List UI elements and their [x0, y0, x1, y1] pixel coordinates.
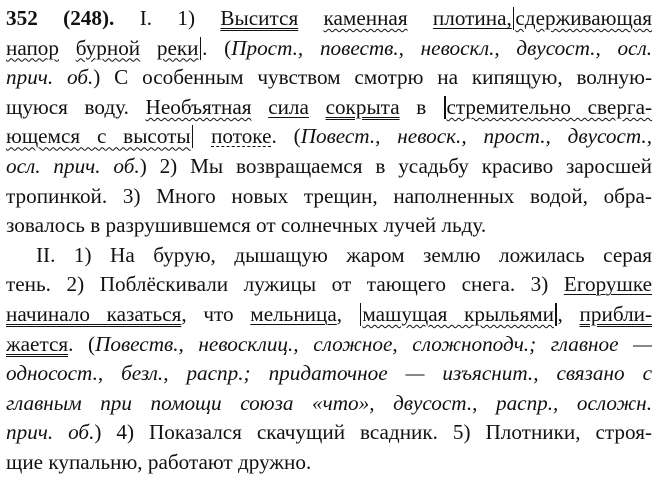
text-line-9 [6, 241, 652, 271]
participial-phrase-words: стремительно сверга- [446, 94, 652, 119]
preposition: в [416, 94, 427, 119]
punctuation: . ( [202, 35, 232, 60]
analysis-note: Повест., невоск., прост., двусост., [300, 124, 652, 149]
predicate: жается [6, 331, 69, 356]
sentence-text: На бурую, дышащую жаром землю ложилась серая [110, 242, 652, 267]
punctuation: . ( [271, 124, 301, 149]
analysis-note: осл. прич. об. [6, 153, 140, 178]
adverbial-modifier: потоке [211, 124, 272, 149]
participial-phrase-start-marker [444, 96, 446, 119]
sentence-text: , что [181, 301, 234, 326]
subject-word: Егорушке [563, 272, 652, 297]
subject: мельница [250, 301, 337, 326]
punctuation: . ( [68, 331, 96, 356]
text-line-8: зовалось в разрушившемся от солнечных лучей льду. [6, 213, 487, 238]
attribute: каменная [323, 6, 408, 30]
text-line-3 [6, 63, 652, 93]
part-2-label: II. 1) [36, 242, 92, 267]
text-line-14: главным при помощи союза «что», двусост., распр., осложн. [6, 390, 652, 415]
subject: плотина, [432, 6, 512, 30]
punctuation: , [557, 301, 563, 326]
punctuation: , [336, 301, 343, 326]
participial-phrase-end-marker [200, 37, 202, 60]
text-line-6 [6, 152, 652, 182]
text-line-1 [6, 4, 652, 34]
predicate: Высится [220, 6, 299, 30]
participial-phrase-word: бурной [75, 35, 141, 60]
analysis-note: Прост., повеств., невоскл., двусост., осл. [231, 35, 652, 60]
sentence-text: тень. 2) Поблёскивали лужицы от тающего снега. 3) [6, 272, 549, 297]
exercise-text [6, 4, 652, 478]
text-line-11 [6, 300, 652, 330]
exercise-number: 352 (248). [6, 6, 115, 30]
text-line-16: щие купальню, работают дружно. [6, 449, 312, 474]
participial-phrase-word: сдерживающая [515, 6, 652, 30]
predicate: прибли- [579, 301, 652, 326]
part-1-label: I. 1) [139, 6, 196, 30]
text-line-2 [6, 34, 652, 64]
sentence-text: ) 2) Мы возвращаемся в усадьбу красиво заросшей [139, 153, 652, 178]
predicate: сокрыта [325, 94, 400, 119]
sentence-text: ) С особенным чувством смотрю на кипящую, волную- [93, 65, 652, 90]
participial-phrase-word: реки [156, 35, 199, 60]
participial-phrase-word: напор [6, 35, 59, 60]
analysis-note: прич. об. [6, 420, 95, 445]
sentence-text: ) 4) Показался скачущий всадник. 5) Плотники, строя- [94, 420, 652, 445]
predicate: начинало казаться [6, 301, 182, 326]
text-line-4 [6, 93, 652, 123]
participial-phrase-words: машущая крыльями [362, 301, 554, 326]
analysis-note: Повеств., невосклиц., сложное, сложноподч.; главное — [95, 331, 652, 356]
participial-phrase-end-marker [555, 303, 557, 326]
text-line-10 [6, 270, 652, 300]
text-line-12 [6, 330, 652, 360]
text-line-13: односост., безл., распр.; придаточное — изъяснит., связано с [6, 361, 652, 386]
subject: сила [268, 94, 309, 119]
participial-phrase-end-marker [192, 125, 194, 148]
attribute: Необъятная [145, 94, 252, 119]
text-line-7: тропинкой. 3) Много новых трещин, наполненных водой, обра- [6, 183, 652, 208]
sentence-text: щуюся воду. [6, 94, 129, 119]
text-line-15 [6, 418, 652, 448]
analysis-note: прич. об. [6, 65, 94, 90]
text-line-5 [6, 122, 652, 152]
participial-phrase-words: ющемся с высоты [6, 124, 191, 149]
